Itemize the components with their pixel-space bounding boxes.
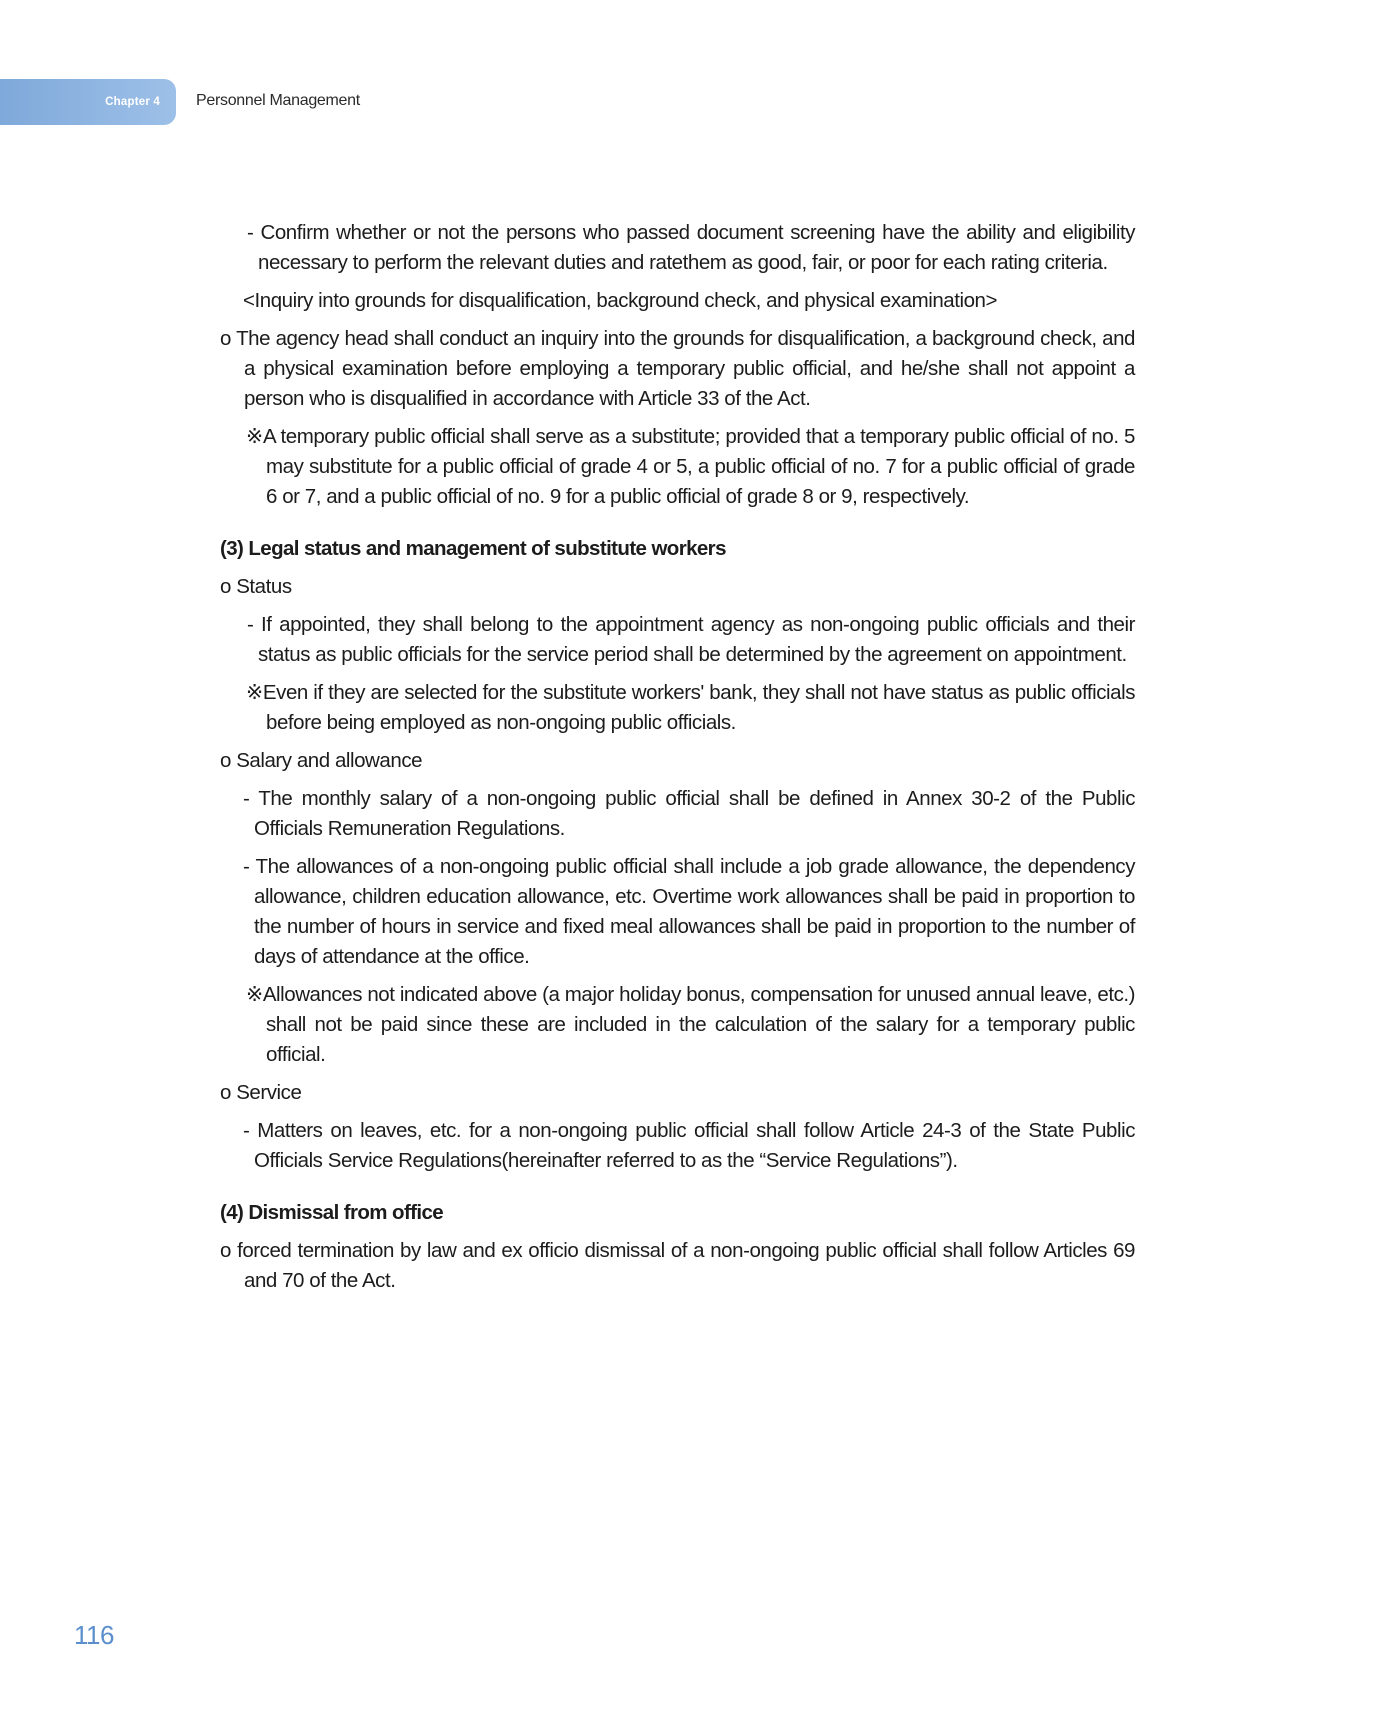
note-temporary-official-substitute: ※A temporary public official shall serve as a substitute; provided that a temporary public official of no. 5 may substitute for a public official of grade 4 or 5, a public official of no. 7 for a public official of grade 6 or 7, and a public official of no. 9 for a public official of grade 8 or 9, respectively. <box>246 425 1135 508</box>
bullet-appointment-status: - If appointed, they shall belong to the appointment agency as non-ongoing public officials and their status as public officials for the service period shall be determined by the agreement on appointment. <box>247 613 1135 666</box>
bullet-status: o Status <box>220 575 292 598</box>
bullet-allowances: - The allowances of a non-ongoing public official shall include a job grade allowance, the dependency allowance, children education allowance, etc. Overtime work allowances shall be paid in proportion to the number of hours in service and fixed meal allowances shall be paid in proportion to the number of days of attendance at the office. <box>243 855 1135 968</box>
chapter-label: Chapter 4 <box>105 96 160 108</box>
note-substitute-bank: ※Even if they are selected for the substitute workers' bank, they shall not have status as public officials before being employed as non-ongoing public officials. <box>246 681 1135 734</box>
bullet-agency-head-inquiry: o The agency head shall conduct an inquiry into the grounds for disqualification, a background check, and a physical examination before employing a temporary public official, and he/she shall not appoint a person who is disqualified in accordance with Article 33 of the Act. <box>220 327 1135 410</box>
bullet-monthly-salary: - The monthly salary of a non-ongoing public official shall be defined in Annex 30-2 of the Public Officials Remuneration Regulations. <box>243 787 1135 840</box>
bullet-forced-termination: o forced termination by law and ex officio dismissal of a non-ongoing public official shall follow Articles 69 and 70 of the Act. <box>220 1239 1135 1292</box>
bullet-service: o Service <box>220 1081 302 1104</box>
bullet-confirm-eligibility: - Confirm whether or not the persons who passed document screening have the ability and eligibility necessary to perform the relevant duties and ratethem as good, fair, or poor for each rating criteria. <box>247 221 1135 274</box>
section-heading-dismissal: (4) Dismissal from office <box>220 1201 444 1224</box>
chapter-title: Personnel Management <box>196 92 360 109</box>
page-body <box>220 218 1135 1296</box>
bullet-leaves: - Matters on leaves, etc. for a non-ongoing public official shall follow Article 24-3 of the State Public Officials Service Regulations(hereinafter referred to as the “Service Regulations”). <box>243 1119 1135 1172</box>
subheading-inquiry: <Inquiry into grounds for disqualification, background check, and physical examination> <box>243 289 997 312</box>
section-heading-legal-status: (3) Legal status and management of substitute workers <box>220 537 726 560</box>
page-number: 116 <box>74 1620 114 1650</box>
bullet-salary-allowance: o Salary and allowance <box>220 749 423 772</box>
chapter-tab <box>0 79 176 125</box>
note-allowances-not-indicated: ※Allowances not indicated above (a major holiday bonus, compensation for unused annual leave, etc.) shall not be paid since these are included in the calculation of the salary for a temporary public official. <box>246 983 1135 1066</box>
